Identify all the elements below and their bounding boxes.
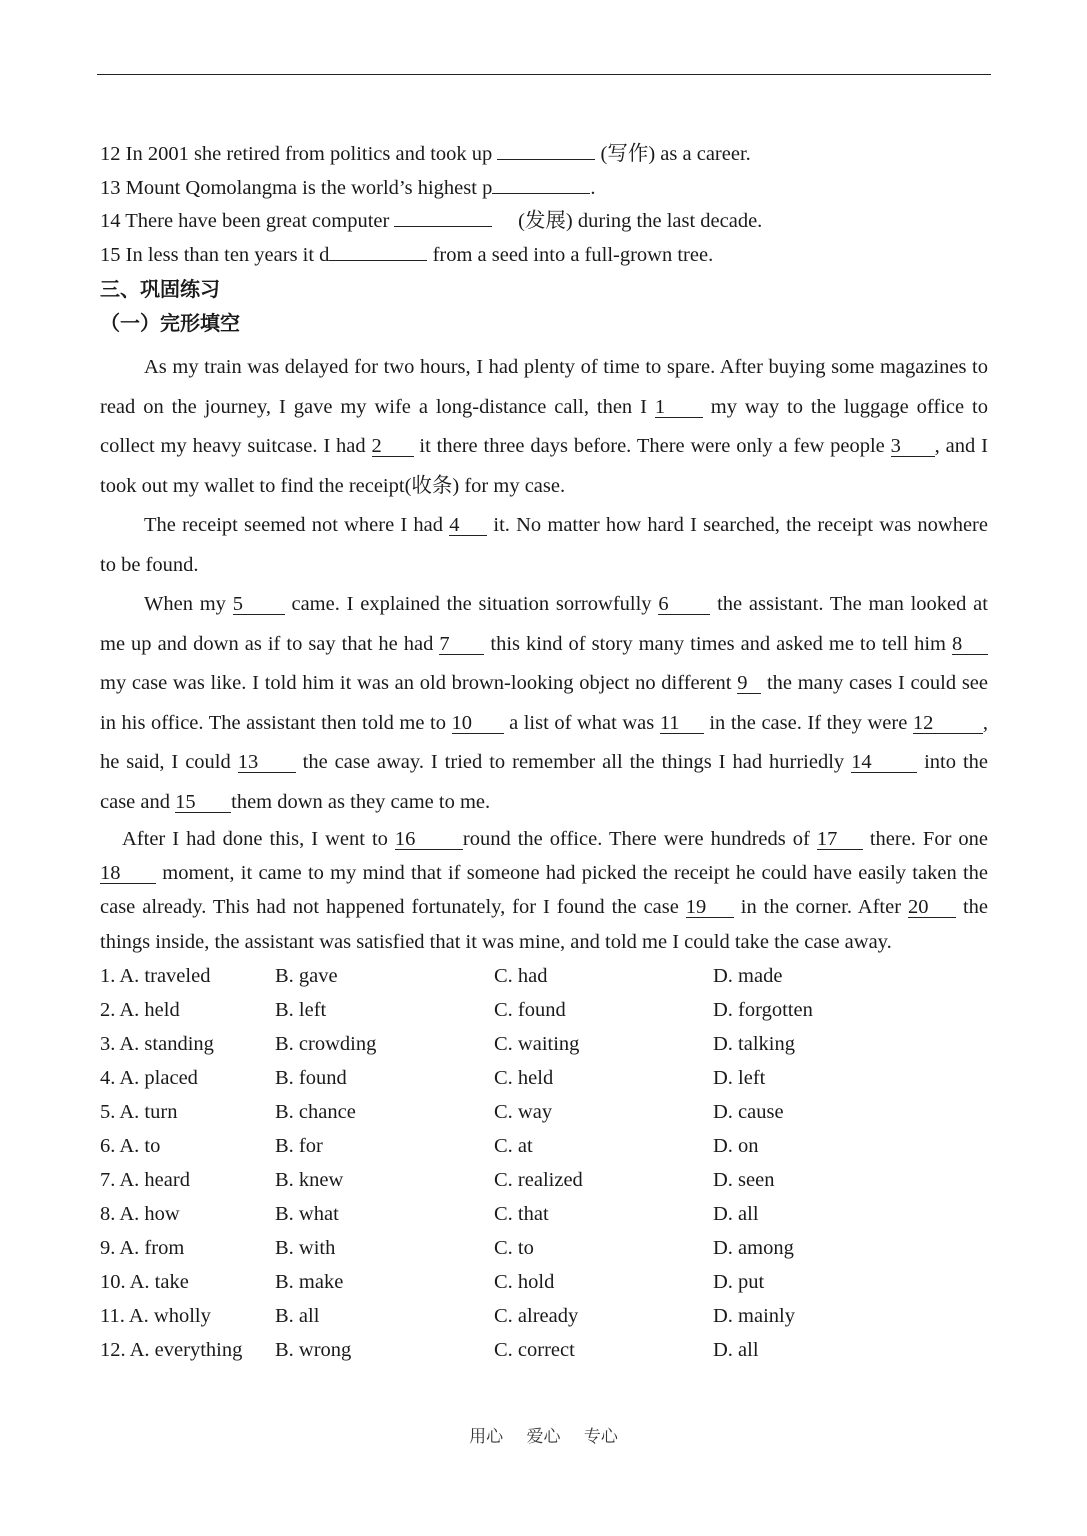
cloze-blank-1: 1 [655, 397, 703, 418]
option-row [100, 1197, 988, 1231]
passage-text: a list of what was [503, 711, 660, 734]
section-title: 三、巩固练习 [100, 277, 220, 301]
passage-text: my case was like. I told him it was an old brown-looking object no different [100, 672, 738, 694]
cloze-blank-13: 13 [238, 752, 296, 773]
cloze-blank-12: 12 [913, 713, 983, 734]
option-d: D. on [713, 1134, 759, 1157]
exercise-text: 14 There have been great computer [100, 210, 395, 232]
exercise-line-12 [100, 138, 988, 172]
answer-options [100, 959, 988, 1367]
option-b: B. found [275, 1066, 347, 1089]
exercise-text: from a seed into a full-grown tree. [427, 243, 714, 266]
option-d: D. left [713, 1066, 766, 1089]
exercise-text: (发展) during the last decade. [492, 210, 763, 232]
passage-text: round the office. There were hundreds of [462, 828, 817, 850]
option-a: 6. A. to [100, 1134, 161, 1157]
passage-text: the case away. I tried to remember all the things I had hurriedly [295, 751, 852, 773]
option-a: 8. A. how [100, 1202, 180, 1225]
option-a: 1. A. traveled [100, 964, 211, 987]
option-c: C. that [494, 1202, 549, 1225]
option-d: D. cause [713, 1100, 784, 1123]
option-a: 7. A. heard [100, 1168, 190, 1191]
exercise-line-15 [100, 239, 988, 273]
option-row [100, 1027, 988, 1061]
passage-text: When my [144, 593, 233, 615]
option-b: B. chance [275, 1100, 356, 1123]
exercise-text: 12 In 2001 she retired from politics and took up [100, 143, 498, 165]
cloze-blank-20: 20 [908, 897, 956, 918]
option-b: B. all [275, 1304, 320, 1327]
option-c: C. correct [494, 1338, 575, 1361]
option-b: B. what [275, 1202, 339, 1225]
cloze-blank-7: 7 [439, 634, 484, 655]
exercise-text: 13 Mount Qomolangma is the world’s highest p [100, 176, 493, 199]
passage-text: it. No matter how hard I searched, the receipt was nowhere to be found. [100, 514, 988, 576]
option-c: C. already [494, 1304, 579, 1327]
option-b: B. for [275, 1134, 323, 1157]
option-d: D. seen [713, 1168, 775, 1191]
passage-text: , he said, I could [100, 711, 988, 773]
cloze-blank-6: 6 [658, 594, 710, 615]
cloze-blank-16: 16 [395, 829, 463, 850]
page-content [100, 138, 988, 1367]
exercise-blank [394, 226, 492, 227]
passage-text: , and I took out my wallet to find the receipt(收条) for my case. [100, 435, 988, 497]
option-c: C. had [494, 964, 548, 987]
option-d: D. made [713, 964, 783, 987]
passage-text: came. I explained the situation sorrowfully [284, 593, 659, 615]
cloze-blank-4: 4 [449, 515, 487, 536]
exercise-line-13 [100, 172, 988, 206]
option-b: B. knew [275, 1168, 344, 1191]
option-c: C. at [494, 1134, 533, 1157]
passage-paragraph-4 [100, 822, 988, 959]
passage-text: the assistant. The man looked at me up and down as if to say that he had [100, 593, 988, 655]
option-d: D. put [713, 1270, 765, 1293]
passage-paragraph-1 [100, 348, 988, 506]
option-c: C. waiting [494, 1032, 580, 1055]
option-a: 4. A. placed [100, 1066, 198, 1089]
cloze-blank-8: 8 [952, 634, 988, 655]
option-a: 12. A. everything [100, 1338, 243, 1361]
option-a: 10. A. take [100, 1270, 189, 1293]
option-row [100, 1163, 988, 1197]
cloze-blank-14: 14 [851, 752, 917, 773]
exercise-line-14 [100, 205, 988, 239]
cloze-blank-11: 11 [660, 713, 704, 734]
cloze-blank-9: 9 [737, 673, 761, 694]
passage-text: After I had done this, I went to [122, 828, 395, 850]
passage-paragraph-3 [100, 585, 988, 822]
passage-text: it there three days before. There were only a few people [413, 435, 891, 457]
option-b: B. with [275, 1236, 336, 1259]
option-d: D. mainly [713, 1304, 795, 1327]
option-c: C. to [494, 1236, 534, 1259]
passage-text: the many cases I could see in his office. The assistant then told me to [100, 672, 989, 734]
option-c: C. held [494, 1066, 554, 1089]
cloze-blank-17: 17 [817, 829, 863, 850]
passage-text: moment, it came to my mind that if someone had picked the receipt he could have easily taken the case already. This had not happened fortunately, for I found the case [100, 862, 988, 919]
option-d: D. all [713, 1338, 759, 1361]
option-a: 11. A. wholly [100, 1304, 211, 1327]
passage-text: into the case and [100, 751, 988, 813]
passage-paragraph-2 [100, 506, 988, 585]
passage-text: this kind of story many times and asked me to tell him [484, 632, 952, 655]
subsection-title: （一）完形填空 [100, 311, 240, 335]
option-row [100, 1333, 988, 1367]
option-c: C. realized [494, 1168, 583, 1191]
passage-text: them down as they came to me. [231, 790, 491, 813]
option-d: D. among [713, 1236, 794, 1259]
passage-text: As my train was delayed for two hours, I had plenty of time to spare. After buying some magazines to read on the journey, I gave my wife a long-distance call, then I [100, 356, 988, 418]
option-b: B. make [275, 1270, 344, 1293]
exercise-text: 15 In less than ten years it d [100, 243, 330, 266]
option-b: B. left [275, 998, 327, 1021]
option-b: B. gave [275, 964, 338, 987]
option-c: C. way [494, 1100, 553, 1123]
cloze-blank-19: 19 [686, 897, 734, 918]
exercise-blank [329, 260, 427, 261]
exercise-text: (写作) as a career. [595, 143, 751, 165]
cloze-blank-3: 3 [891, 436, 935, 457]
cloze-blank-10: 10 [452, 713, 504, 734]
option-a: 3. A. standing [100, 1032, 214, 1055]
cloze-blank-18: 18 [100, 863, 156, 884]
exercise-blank [492, 193, 590, 194]
cloze-blank-15: 15 [175, 792, 231, 813]
exercise-text: . [590, 176, 596, 199]
option-c: C. hold [494, 1270, 555, 1293]
cloze-blank-2: 2 [372, 436, 414, 457]
option-d: D. forgotten [713, 998, 813, 1021]
option-row [100, 993, 988, 1027]
passage-text: there. For one [862, 828, 988, 850]
option-row [100, 1265, 988, 1299]
option-b: B. wrong [275, 1338, 352, 1361]
option-row [100, 1061, 988, 1095]
passage-text: The receipt seemed not where I had [144, 514, 450, 536]
passage-text: the things inside, the assistant was satisfied that it was mine, and told me I could take the case away. [100, 896, 988, 953]
passage-text: my way to the luggage office to collect my heavy suitcase. I had [100, 395, 988, 457]
option-a: 5. A. turn [100, 1100, 178, 1123]
option-d: D. all [713, 1202, 759, 1225]
option-row [100, 959, 988, 993]
option-row [100, 1231, 988, 1265]
option-a: 9. A. from [100, 1236, 185, 1259]
passage-text: in the corner. After [733, 896, 908, 919]
passage-text: in the case. If they were [703, 711, 913, 734]
option-c: C. found [494, 998, 566, 1021]
option-row [100, 1129, 988, 1163]
option-b: B. crowding [275, 1032, 377, 1055]
header-rule [97, 74, 991, 75]
option-row [100, 1299, 988, 1333]
option-d: D. talking [713, 1032, 795, 1055]
cloze-blank-5: 5 [233, 594, 285, 615]
option-row [100, 1095, 988, 1129]
option-a: 2. A. held [100, 998, 180, 1021]
exercise-blank [497, 159, 595, 160]
page-footer: 用心 爱心 专心 [469, 1427, 618, 1447]
